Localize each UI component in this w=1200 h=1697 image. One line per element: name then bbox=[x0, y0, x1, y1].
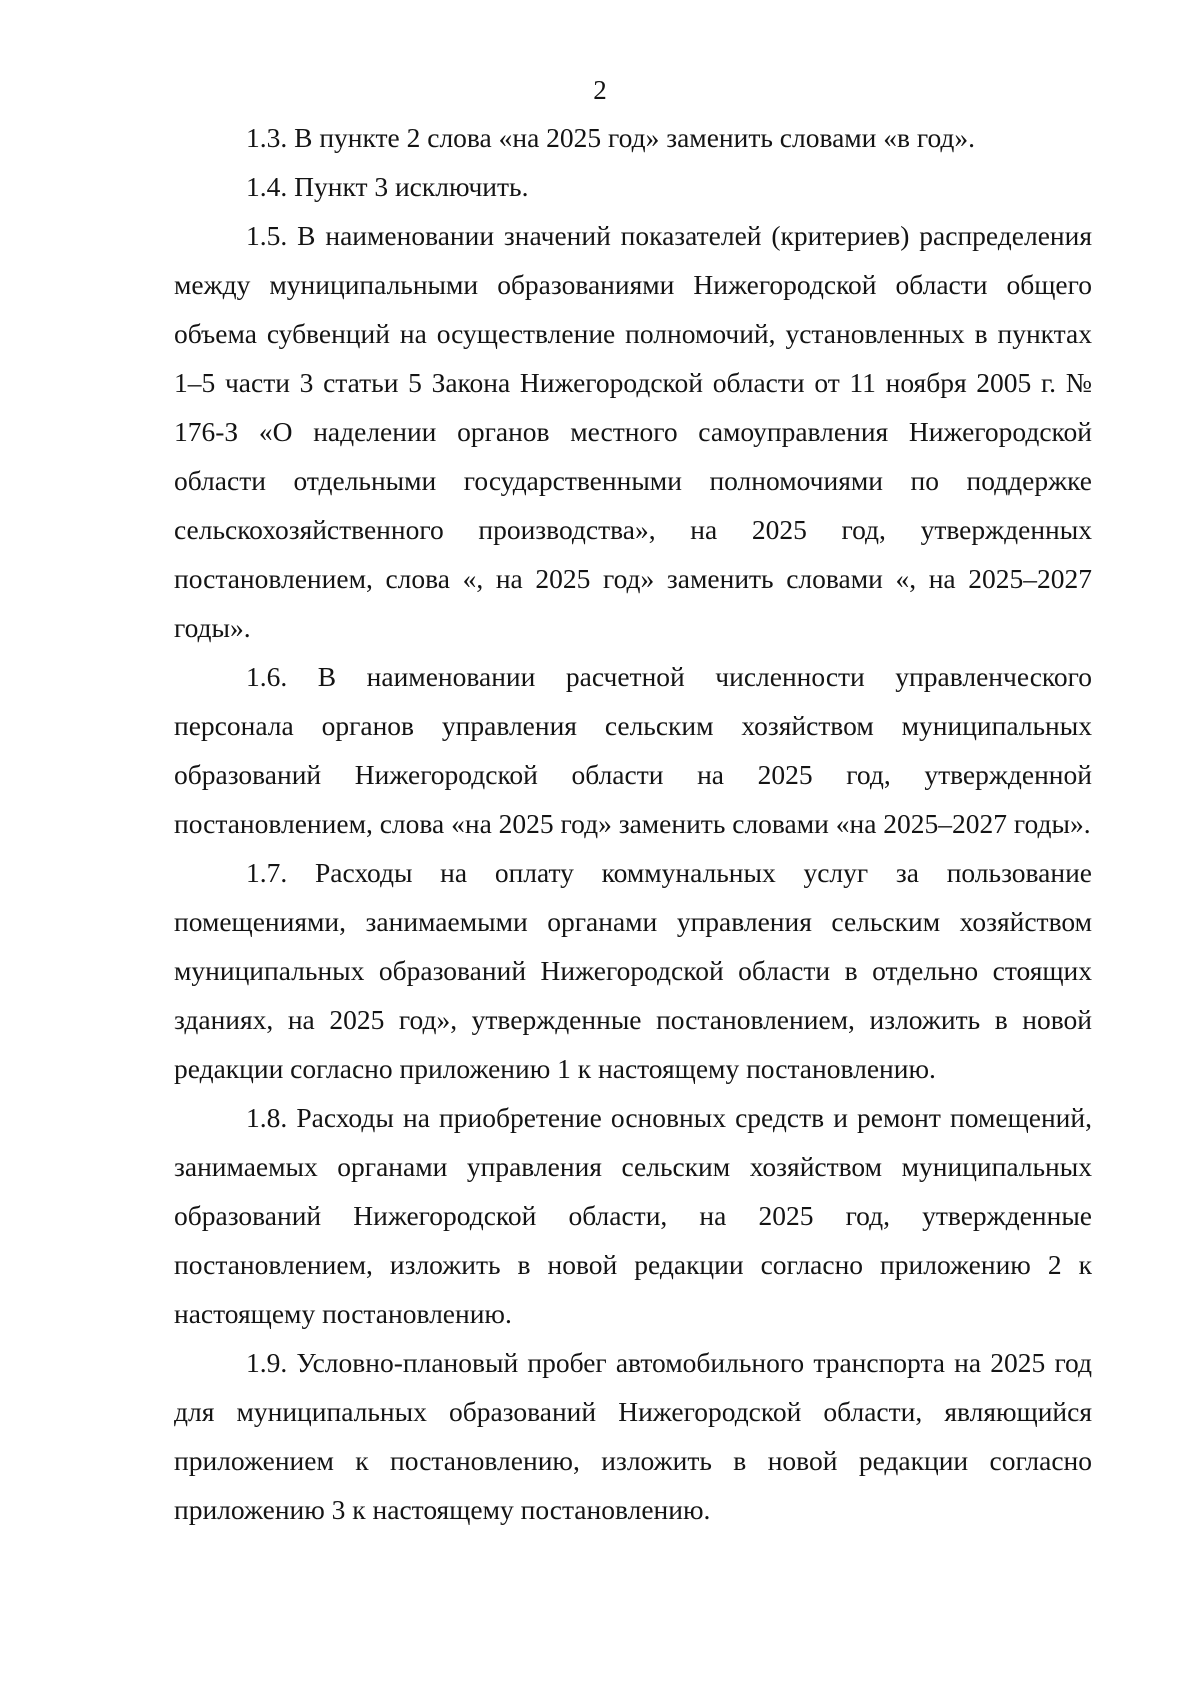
page-number: 2 bbox=[593, 75, 607, 105]
paragraph-1-6: 1.6. В наименовании расчетной численности управленческого персонала органов управления сельским хозяйством муниципальных образований Нижегородской области на 2025 год, утвержденной постановлением, слова «на 2025 год» заменить словами «на 2025–2027 годы». bbox=[174, 661, 1092, 839]
paragraph-1-5: 1.5. В наименовании значений показателей (критериев) распределения между муниципальными образованиями Нижегородской области общего объема субвенций на осуществление полномочий, установленных в пунктах 1–5 части 3 статьи 5 Закона Нижегородской области от 11 ноября 2005 г. № 176-З «О наделении органов местного самоуправления Нижегородской области отдельными государственными полномочиями по поддержке сельскохозяйственного производства», на 2025 год, утвержденных постановлением, слова «, на 2025 год» заменить словами «, на 2025–2027 годы». bbox=[174, 220, 1092, 643]
paragraph-1-7: 1.7. Расходы на оплату коммунальных услуг за пользование помещениями, занимаемыми органами управления сельским хозяйством муниципальных образований Нижегородской области в отдельно стоящих зданиях, на 2025 год», утвержденные постановлением, изложить в новой редакции согласно приложению 1 к настоящему постановлению. bbox=[174, 857, 1092, 1084]
paragraph-1-4: 1.4. Пункт 3 исключить. bbox=[246, 171, 529, 202]
paragraph-1-8: 1.8. Расходы на приобретение основных средств и ремонт помещений, занимаемых органами управления сельским хозяйством муниципальных образований Нижегородской области, на 2025 год, утвержденные постановлением, изложить в новой редакции согласно приложению 2 к настоящему постановлению. bbox=[174, 1102, 1092, 1329]
document-body bbox=[174, 113, 1092, 1534]
paragraph-1-9: 1.9. Условно-плановый пробег автомобильного транспорта на 2025 год для муниципальных образований Нижегородской области, являющийся приложением к постановлению, изложить в новой редакции согласно приложению 3 к настоящему постановлению. bbox=[174, 1347, 1092, 1525]
paragraph-1-3: 1.3. В пункте 2 слова «на 2025 год» заменить словами «в год». bbox=[246, 122, 976, 153]
